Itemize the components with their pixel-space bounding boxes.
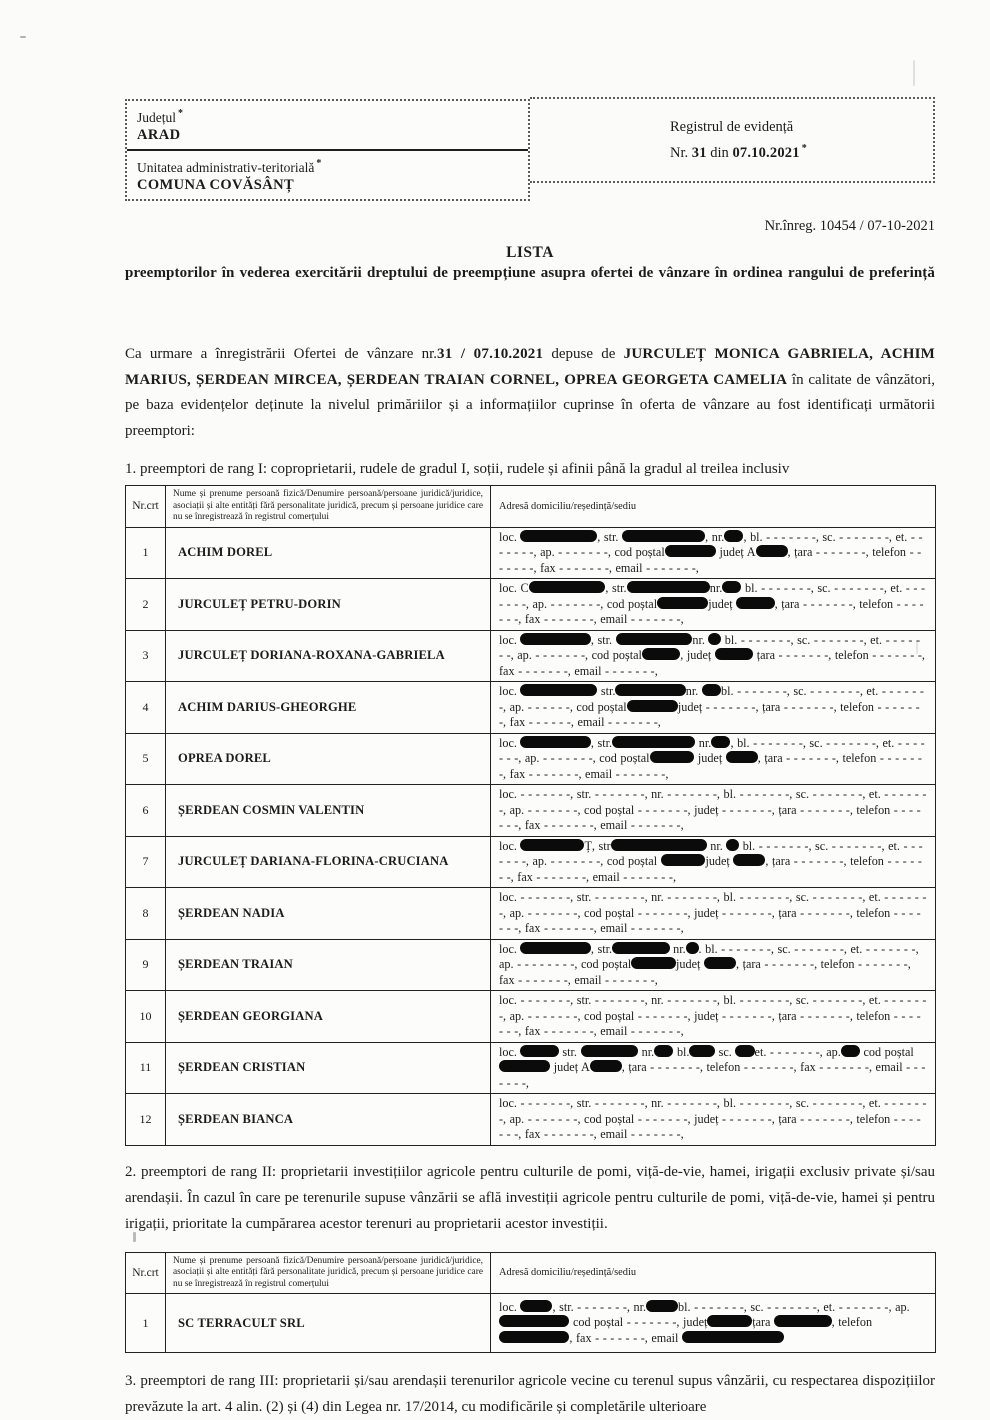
row-number: 1 <box>126 527 166 579</box>
preemptor-name: OPREA DOREL <box>166 733 491 785</box>
registry-box <box>530 97 935 183</box>
redaction-bar <box>499 1060 550 1072</box>
rang1-table <box>125 485 936 1146</box>
scan-artifact <box>133 1232 136 1242</box>
table-row <box>126 785 936 837</box>
table-row <box>126 733 936 785</box>
preemptor-address: loc. str. nr. bl. sc. et. - - - - - - -, ap. cod poștal județ A , țara - - - - - - -, telefon - - - - - - -, fax - - - - - - -, email - - - - - - -, <box>499 1044 926 1090</box>
redaction-bar <box>581 1045 639 1057</box>
preemptor-address-cell <box>491 527 936 579</box>
row-number: 3 <box>126 630 166 682</box>
col-header-number: Nr.crt <box>126 1252 166 1294</box>
redaction-bar <box>704 957 736 969</box>
table-row <box>126 1294 936 1353</box>
preemptor-address: loc. - - - - - - -, str. - - - - - - -, nr. - - - - - - -, bl. - - - - - - -, sc. - - - - - - -, et. - - - - - - -, ap. - - - - - - -, cod poștal - - - - - - -, județ - - - - - - -, țara - - - - - - -, telefon - - - - - - -, fax - - - - - - -, email - - - - - - -, <box>499 1096 927 1141</box>
rang2-table-body <box>126 1294 936 1353</box>
redaction-bar <box>499 1331 569 1343</box>
redaction-bar <box>722 581 741 593</box>
registry-title: Registrul de evidență <box>670 118 794 135</box>
preemptor-name: ȘERDEAN NADIA <box>166 888 491 940</box>
redaction-bar <box>686 942 699 954</box>
preemptor-address-cell <box>491 733 936 785</box>
asterisk: * <box>316 158 322 169</box>
county-label: Județul * <box>137 108 183 125</box>
document-subtitle: preemptorilor în vederea exercitării dreptului de preempțiune asupra ofertei de vânzare în ordinea rangului de preferință <box>125 265 935 281</box>
redaction-bar <box>631 957 676 969</box>
table-row <box>126 527 936 579</box>
col-header-name: Nume și prenume persoană fizică/Denumire persoană/persoane juridică/juridice, asociații și alte entități fără personalitate juridică, precum și persoane juridice care nu se înregistrează în registrul comerțului <box>166 486 491 528</box>
redaction-bar <box>642 648 680 660</box>
redaction-bar <box>689 1045 715 1057</box>
redaction-bar <box>657 597 708 609</box>
preemptor-address: loc. , str. nr. . bl. - - - - - - -, sc. - - - - - - -, et. - - - - - - -, ap. - - - - - - - -, cod poștal județ , țara - - - - - - -, telefon - - - - - - -, fax - - - - - - -, email - - - - - - -, <box>499 941 919 987</box>
row-number: 7 <box>126 836 166 888</box>
row-number: 5 <box>126 733 166 785</box>
preemptor-address-cell <box>491 991 936 1043</box>
document-title: LISTA <box>506 244 554 261</box>
preemptor-address-cell <box>491 785 936 837</box>
preemptor-name: JURCULEȚ DARIANA-FLORINA-CRUCIANA <box>166 836 491 888</box>
preemptor-address-cell <box>491 1042 936 1094</box>
preemptor-name: ȘERDEAN GEORGIANA <box>166 991 491 1043</box>
preemptor-address-cell <box>491 1294 936 1353</box>
redaction-bar <box>520 633 590 645</box>
redaction-bar <box>520 1045 558 1057</box>
table-row <box>126 682 936 734</box>
preemptor-address: loc. - - - - - - -, str. - - - - - - -, nr. - - - - - - -, bl. - - - - - - -, sc. - - - - - - -, et. - - - - - - -, ap. - - - - - - -, cod poștal - - - - - - -, județ - - - - - - -, țara - - - - - - -, telefon - - - - - - -, fax - - - - - - -, email - - - - - - -, <box>499 890 927 935</box>
authority-box <box>125 99 530 201</box>
redaction-bar <box>616 633 693 645</box>
redaction-bar <box>612 942 670 954</box>
row-number: 11 <box>126 1042 166 1094</box>
redaction-bar <box>650 751 695 763</box>
registration-number: Nr.înreg. 10454 / 07-10-2021 <box>764 218 935 234</box>
scan-artifact <box>20 36 26 38</box>
redaction-bar <box>622 530 705 542</box>
redaction-bar <box>724 530 743 542</box>
preemptor-name: ȘERDEAN COSMIN VALENTIN <box>166 785 491 837</box>
row-number: 9 <box>126 939 166 991</box>
asterisk: * <box>801 142 807 154</box>
preemptor-name: SC TERRACULT SRL <box>166 1294 491 1353</box>
row-number: 12 <box>126 1094 166 1146</box>
col-header-address: Adresă domiciliu/reședință/sediu <box>491 486 936 528</box>
section2-heading: 2. preemptori de rang II: proprietarii investițiilor agricole pentru culturile de pomi, viță-de-vie, hamei, irigații exclusiv private și/sau arendașii. În cazul în care pe terenurile supuse vânzării se află investiții agricole pentru culturile de pomi, viță-de-vie, hamei și pentru irigații, prioritate la cumpărarea acestor terenuri au proprietarii acestor investiții. <box>125 1163 935 1232</box>
redaction-bar <box>661 854 706 866</box>
table-row <box>126 579 936 631</box>
preemptor-address: loc. Ț, str nr. bl. - - - - - - -, sc. - - - - - - -, et. - - - - - - -, ap. - - - - - - -, cod poștal județ , țara - - - - - - -, telefon - - - - - - -, fax - - - - - - -, email - - - - - - -, <box>499 838 923 884</box>
redaction-bar <box>774 1315 832 1327</box>
preemptor-address: loc. C , str. nr. bl. - - - - - - -, sc. - - - - - - -, et. - - - - - - -, ap. - - - - - - -, cod poștal județ , țara - - - - - - -, telefon - - - - - - -, fax - - - - - - -, email - - - - - - -, <box>499 581 926 626</box>
redaction-bar <box>520 530 597 542</box>
preemptor-address-cell <box>491 939 936 991</box>
redaction-bar <box>627 700 678 712</box>
offer-number: 31 / 07.10.2021 <box>437 346 544 362</box>
preemptor-address-cell <box>491 1094 936 1146</box>
preemptor-name: ȘERDEAN CRISTIAN <box>166 1042 491 1094</box>
county-value: ARAD <box>137 127 181 143</box>
redaction-bar <box>590 1060 622 1072</box>
preemptor-address: loc. , str. - - - - - - -, nr. bl. - - - - - - -, sc. - - - - - - -, et. - - - - - - -, ap. cod poștal - - - - - - -, județ țara , telefon , fax - - - - - - -, email <box>499 1299 910 1345</box>
redaction-bar <box>735 1045 754 1057</box>
row-number: 1 <box>126 1294 166 1353</box>
scan-artifact <box>913 60 915 86</box>
preemptor-name: ȘERDEAN BIANCA <box>166 1094 491 1146</box>
uat-label: Unitatea administrativ-teritorială * <box>137 158 322 175</box>
table-row <box>126 939 936 991</box>
preemptor-address-cell <box>491 682 936 734</box>
preemptor-address-cell <box>491 888 936 940</box>
row-number: 8 <box>126 888 166 940</box>
redaction-bar <box>520 1300 552 1312</box>
redaction-bar <box>520 684 597 696</box>
redaction-bar <box>627 581 710 593</box>
uat-value: COMUNA COVĂSÂNȚ <box>137 177 295 193</box>
preemptor-address: loc. - - - - - - -, str. - - - - - - -, nr. - - - - - - -, bl. - - - - - - -, sc. - - - - - - -, et. - - - - - - -, ap. - - - - - - -, cod poștal - - - - - - -, județ - - - - - - -, țara - - - - - - -, telefon - - - - - - -, fax - - - - - - -, email - - - - - - -, <box>499 993 927 1038</box>
preemptor-address: loc. , str. , nr. , bl. - - - - - - -, sc. - - - - - - -, et. - - - - - - -, ap. - - - - - - -, cod poștal județ A , țara - - - - - - -, telefon - - - - - - -, fax - - - - - - -, email - - - - - - -, <box>499 529 923 575</box>
table-header-row <box>126 1252 936 1294</box>
redaction-bar <box>733 854 765 866</box>
preemptor-address: loc. , str. nr. bl. - - - - - - -, sc. - - - - - - -, et. - - - - - - -, ap. - - - - - - -, cod poștal , județ țara - - - - - - -, telefon - - - - - - -, fax - - - - - - -, email - - - - - - -, <box>499 632 925 678</box>
table-header-row <box>126 486 936 528</box>
redaction-bar <box>707 1315 752 1327</box>
redaction-bar <box>726 751 758 763</box>
preemptor-name: ACHIM DARIUS-GHEORGHE <box>166 682 491 734</box>
redaction-bar <box>615 684 685 696</box>
preemptor-address: loc. - - - - - - -, str. - - - - - - -, nr. - - - - - - -, bl. - - - - - - -, sc. - - - - - - -, et. - - - - - - -, ap. - - - - - - -, cod poștal - - - - - - -, județ - - - - - - -, țara - - - - - - -, telefon - - - - - - -, fax - - - - - - -, email - - - - - - -, <box>499 787 927 832</box>
redaction-bar <box>682 1331 784 1343</box>
redaction-bar <box>520 736 590 748</box>
document-header <box>125 0 935 201</box>
redaction-bar <box>715 648 753 660</box>
redaction-bar <box>841 1045 860 1057</box>
registry-number: Nr. 31 din 07.10.2021 * <box>670 142 807 161</box>
redaction-bar <box>520 839 584 851</box>
table-row <box>126 1042 936 1094</box>
row-number: 4 <box>126 682 166 734</box>
preemptor-name: JURCULEȚ PETRU-DORIN <box>166 579 491 631</box>
redaction-bar <box>654 1045 673 1057</box>
row-number: 6 <box>126 785 166 837</box>
col-header-name: Nume și prenume persoană fizică/Denumire persoană/persoane juridică/juridice, asociații și alte entități fără personalitate juridică, precum și persoane juridice care nu se înregistrează în registrul comerțului <box>166 1252 491 1294</box>
redaction-bar <box>612 736 695 748</box>
row-number: 2 <box>126 579 166 631</box>
scan-artifact <box>916 640 918 654</box>
row-number: 10 <box>126 991 166 1043</box>
preemptor-name: JURCULEȚ DORIANA-ROXANA-GABRIELA <box>166 630 491 682</box>
county-cell <box>127 101 528 149</box>
section3-heading: 3. preemptori de rang III: proprietarii și/sau arendașii terenurilor agricole vecine cu terenul supus vânzării, cu respectarea dispozițiilor prevăzute la art. 4 alin. (2) și (4) din Legea nr. 17/2014, cu modificările și completările ulterioare <box>125 1373 935 1415</box>
rang1-table-body <box>126 527 936 1145</box>
preemptor-address: loc. str. nr. bl. - - - - - - -, sc. - - - - - - -, et. - - - - - - -, ap. - - - - - -, cod poștal județ - - - - - - -, țara - - - - - - -, telefon - - - - - - -, fax - - - - - -, email - - - - - - -, <box>499 684 924 729</box>
uat-cell <box>127 149 528 199</box>
col-header-number: Nr.crt <box>126 486 166 528</box>
preemptor-address: loc. , str. nr. , bl. - - - - - - -, sc. - - - - - - -, et. - - - - - - -, ap. - - - - - - -, cod poștal județ , țara - - - - - - -, telefon - - - - - - -, fax - - - - - - -, email - - - - - - -, <box>499 735 925 781</box>
preemptor-name: ACHIM DOREL <box>166 527 491 579</box>
table-row <box>126 836 936 888</box>
preemptor-address-cell <box>491 630 936 682</box>
sellers-names: JURCULEȚ MONICA GABRIELA, ACHIM MARIUS, ȘERDEAN MIRCEA, ȘERDEAN TRAIAN CORNEL, OPREA GEORGETA CAMELIA <box>125 346 935 388</box>
asterisk: * <box>178 108 183 119</box>
preemptor-name: ȘERDEAN TRAIAN <box>166 939 491 991</box>
redaction-bar <box>520 942 590 954</box>
intro-paragraph: Ca urmare a înregistrării Ofertei de vânzare nr.31 / 07.10.2021 depuse de JURCULEȚ MONICA GABRIELA, ACHIM MARIUS, ȘERDEAN MIRCEA, ȘERDEAN TRAIAN CORNEL, OPREA GEORGETA CAMELIA în calitate de vânzători, pe baza evidențelor deținute la nivelul primăriilor și a informațiilor cuprinse în oferta de vânzare au fost identificați următorii preemptori: <box>125 346 935 439</box>
preemptor-address-cell <box>491 836 936 888</box>
redaction-bar <box>736 597 774 609</box>
redaction-bar <box>665 545 716 557</box>
col-header-address: Adresă domiciliu/reședință/sediu <box>491 1252 936 1294</box>
table-row <box>126 888 936 940</box>
redaction-bar <box>756 545 788 557</box>
redaction-bar <box>611 839 707 851</box>
redaction-bar <box>702 684 721 696</box>
table-row <box>126 1094 936 1146</box>
redaction-bar <box>529 581 606 593</box>
redaction-bar <box>726 839 739 851</box>
redaction-bar <box>711 736 730 748</box>
table-row <box>126 630 936 682</box>
preemptor-address-cell <box>491 579 936 631</box>
table-row <box>126 991 936 1043</box>
redaction-bar <box>499 1315 569 1327</box>
section1-heading: 1. preemptori de rang I: coproprietarii, rudele de gradul I, soții, rudele și afinii până la gradul al treilea inclusiv <box>125 461 790 477</box>
rang2-table <box>125 1252 936 1354</box>
redaction-bar <box>646 1300 678 1312</box>
redaction-bar <box>708 633 721 645</box>
